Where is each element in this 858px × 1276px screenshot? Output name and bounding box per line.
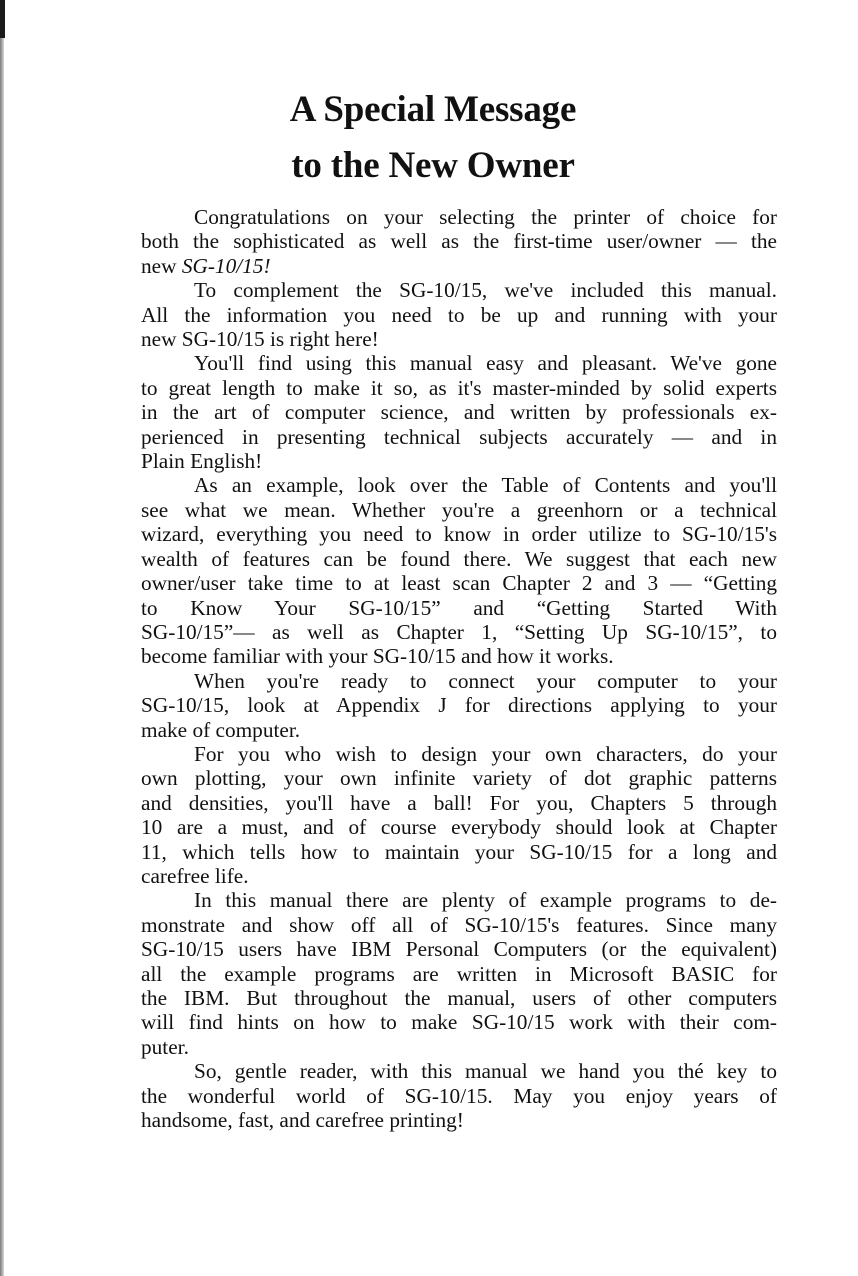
text-line: 11, which tells how to maintain your SG-10/15 for a long and (141, 839, 777, 864)
page-title (0, 82, 858, 194)
text-line: become familiar with your SG-10/15 and how it works. (141, 644, 614, 669)
paragraph-6 (141, 742, 777, 888)
text-line: handsome, fast, and carefree printing! (141, 1108, 464, 1133)
text-line: wizard, everything you need to know in order utilize to SG-10/15's (141, 522, 777, 547)
paragraph-2 (141, 278, 777, 351)
paragraph-7 (141, 888, 777, 1059)
text-segment: new (141, 253, 182, 278)
text-line: Congratulations on your selecting the printer of choice for (194, 205, 777, 229)
text-line: Plain English! (141, 449, 263, 474)
message-body (141, 205, 777, 1132)
text-line: When you're ready to connect your computer to your (194, 668, 777, 693)
scan-edge-mark (0, 0, 5, 38)
text-line: both the sophisticated as well as the first-time user/owner — the (141, 229, 777, 254)
text-line: new SG-10/15 is right here! (141, 327, 379, 352)
paragraph-3 (141, 351, 777, 473)
text-line: and densities, you'll have a ball! For you, Chapters 5 through (141, 790, 777, 815)
text-line: All the information you need to be up and running with your (141, 302, 777, 327)
text-line: perienced in presenting technical subjects accurately — and in (141, 424, 777, 449)
text-line: in the art of computer science, and written by professionals ex- (141, 400, 777, 425)
model-name-italic: SG-10/15! (181, 253, 271, 278)
text-line: For you who wish to design your own characters, do your (194, 741, 777, 766)
text-line: owner/user take time to at least scan Chapter 2 and 3 — “Getting (141, 571, 777, 596)
text-line: As an example, look over the Table of Contents and you'll (194, 473, 777, 498)
text-line: So, gentle reader, with this manual we hand you thé key to (194, 1059, 777, 1084)
text-line: own plotting, your own infinite variety of dot graphic patterns (141, 766, 777, 791)
paragraph-4 (141, 473, 777, 668)
paragraph-1 (141, 205, 777, 278)
text-line: puter. (141, 1034, 189, 1059)
text-line: In this manual there are plenty of example programs to de- (194, 888, 777, 913)
text-line: to great length to make it so, as it's master-minded by solid experts (141, 375, 777, 400)
text-line: see what we mean. Whether you're a greenhorn or a technical (141, 497, 777, 522)
text-line: the IBM. But throughout the manual, users of other computers (141, 986, 777, 1010)
text-line: SG-10/15, look at Appendix J for directions applying to your (141, 693, 777, 718)
text-line: To complement the SG-10/15, we've included this manual. (194, 278, 777, 303)
paragraph-5 (141, 669, 777, 742)
text-line: carefree life. (141, 863, 249, 888)
text-line: You'll find using this manual easy and pleasant. We've gone (194, 351, 777, 376)
text-line (141, 254, 777, 278)
text-line: make of computer. (141, 717, 301, 742)
text-line: SG-10/15”— as well as Chapter 1, “Setting Up SG-10/15”, to (141, 619, 777, 644)
text-line: monstrate and show off all of SG-10/15's features. Since many (141, 912, 777, 937)
paragraph-8 (141, 1059, 777, 1132)
title-line-2: to the New Owner (291, 145, 575, 186)
text-line: 10 are a must, and of course everybody should look at Chapter (141, 815, 777, 840)
text-line: all the example programs are written in Microsoft BASIC for (141, 961, 777, 986)
text-line: the wonderful world of SG-10/15. May you enjoy years of (141, 1083, 777, 1108)
title-line-1: A Special Message (289, 89, 577, 130)
text-line: SG-10/15 users have IBM Personal Computers (or the equivalent) (141, 937, 777, 962)
text-line: will find hints on how to make SG-10/15 work with their com- (141, 1010, 777, 1035)
text-line: to Know Your SG-10/15” and “Getting Started With (141, 595, 777, 620)
text-line: wealth of features can be found there. We suggest that each new (141, 546, 777, 571)
